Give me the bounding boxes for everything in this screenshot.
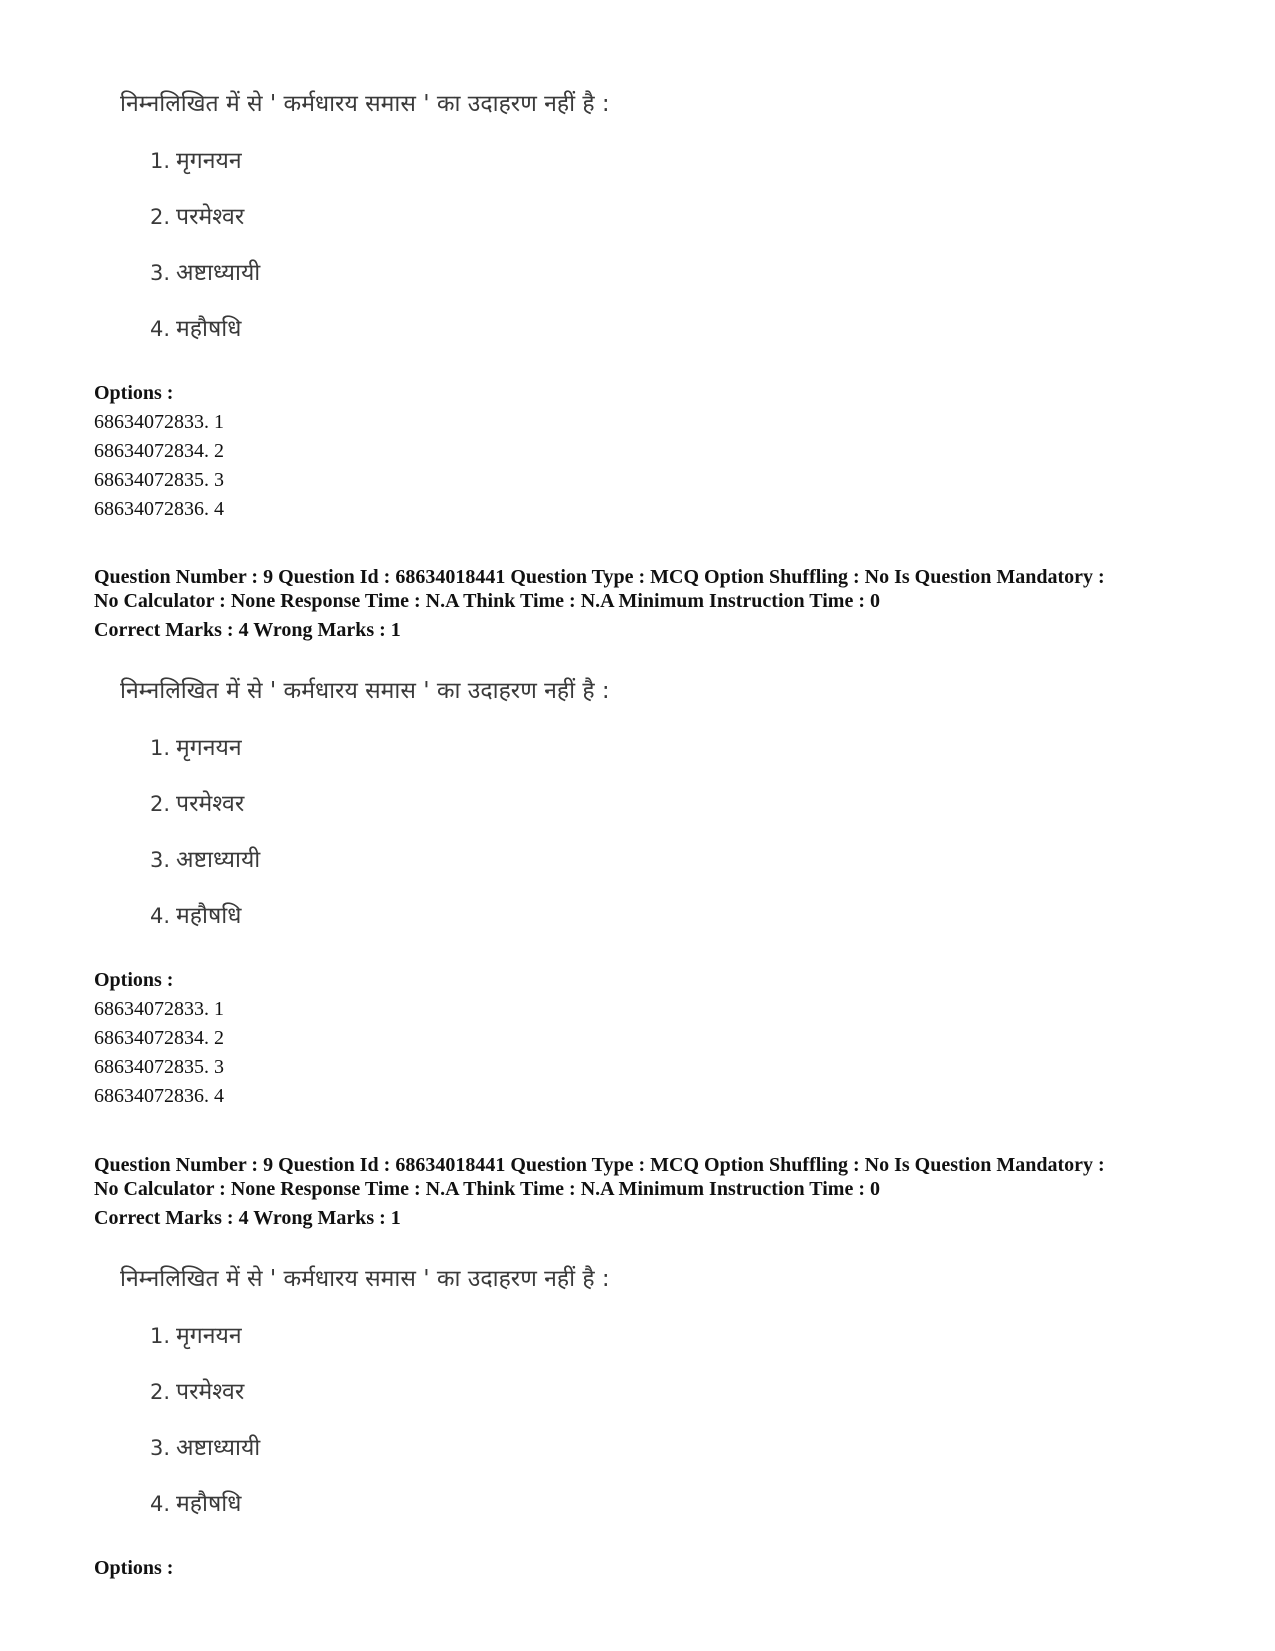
choice-number: 1.: [150, 149, 171, 173]
choice-item: [150, 311, 241, 343]
choice-item: [150, 143, 242, 175]
choice-number: 1.: [150, 736, 171, 760]
choice-item: [150, 1430, 260, 1462]
option-id-line: 68634072835. 3: [94, 469, 224, 491]
option-id-line: 68634072834. 2: [94, 1027, 224, 1049]
choice-item: [150, 1486, 241, 1518]
options-label: Options :: [94, 382, 174, 404]
options-label: Options :: [94, 1557, 174, 1579]
choice-number: 3.: [150, 848, 171, 872]
choice-item: [150, 730, 242, 762]
choice-number: 2.: [150, 205, 171, 229]
option-id-line: 68634072833. 1: [94, 998, 224, 1020]
question-meta-line: No Calculator : None Response Time : N.A Think Time : N.A Minimum Instruction Time : 0: [94, 590, 880, 612]
choice-item: [150, 842, 260, 874]
marks-line: Correct Marks : 4 Wrong Marks : 1: [94, 619, 401, 641]
choice-text: महौषधि: [176, 316, 242, 342]
choice-text: परमेश्वर: [176, 791, 245, 817]
choice-item: [150, 786, 244, 818]
choice-item: [150, 199, 244, 231]
choice-number: 2.: [150, 1380, 171, 1404]
choice-number: 2.: [150, 792, 171, 816]
choice-text: अष्टाध्यायी: [176, 1435, 261, 1461]
option-id-line: 68634072833. 1: [94, 411, 224, 433]
choice-number: 4.: [150, 904, 171, 928]
choice-number: 4.: [150, 317, 171, 341]
question-text: निम्नलिखित में से ' कर्मधारय समास ' का उदाहरण नहीं है :: [120, 1266, 610, 1292]
options-label: Options :: [94, 969, 174, 991]
choice-text: मृगनयन: [176, 1323, 242, 1349]
choice-number: 1.: [150, 1324, 171, 1348]
option-id-line: 68634072834. 2: [94, 440, 224, 462]
choice-number: 3.: [150, 261, 171, 285]
marks-line: Correct Marks : 4 Wrong Marks : 1: [94, 1207, 401, 1229]
choice-number: 3.: [150, 1436, 171, 1460]
option-id-line: 68634072836. 4: [94, 498, 224, 520]
question-meta-line: Question Number : 9 Question Id : 68634018441 Question Type : MCQ Option Shuffling : No Is Question Mandatory :: [94, 566, 1105, 588]
choice-item: [150, 898, 241, 930]
question-meta-line: Question Number : 9 Question Id : 68634018441 Question Type : MCQ Option Shuffling : No Is Question Mandatory :: [94, 1154, 1105, 1176]
choice-text: अष्टाध्यायी: [176, 847, 261, 873]
choice-text: परमेश्वर: [176, 1379, 245, 1405]
choice-item: [150, 1318, 242, 1350]
choice-text: महौषधि: [176, 1491, 242, 1517]
choice-text: महौषधि: [176, 903, 242, 929]
choice-item: [150, 1374, 244, 1406]
choice-text: परमेश्वर: [176, 204, 245, 230]
question-text: निम्नलिखित में से ' कर्मधारय समास ' का उदाहरण नहीं है :: [120, 678, 610, 704]
choice-number: 4.: [150, 1492, 171, 1516]
question-meta-line: No Calculator : None Response Time : N.A Think Time : N.A Minimum Instruction Time : 0: [94, 1178, 880, 1200]
choice-item: [150, 255, 260, 287]
choice-text: अष्टाध्यायी: [176, 260, 261, 286]
option-id-line: 68634072836. 4: [94, 1085, 224, 1107]
question-text: निम्नलिखित में से ' कर्मधारय समास ' का उदाहरण नहीं है :: [120, 91, 610, 117]
choice-text: मृगनयन: [176, 148, 242, 174]
option-id-line: 68634072835. 3: [94, 1056, 224, 1078]
choice-text: मृगनयन: [176, 735, 242, 761]
